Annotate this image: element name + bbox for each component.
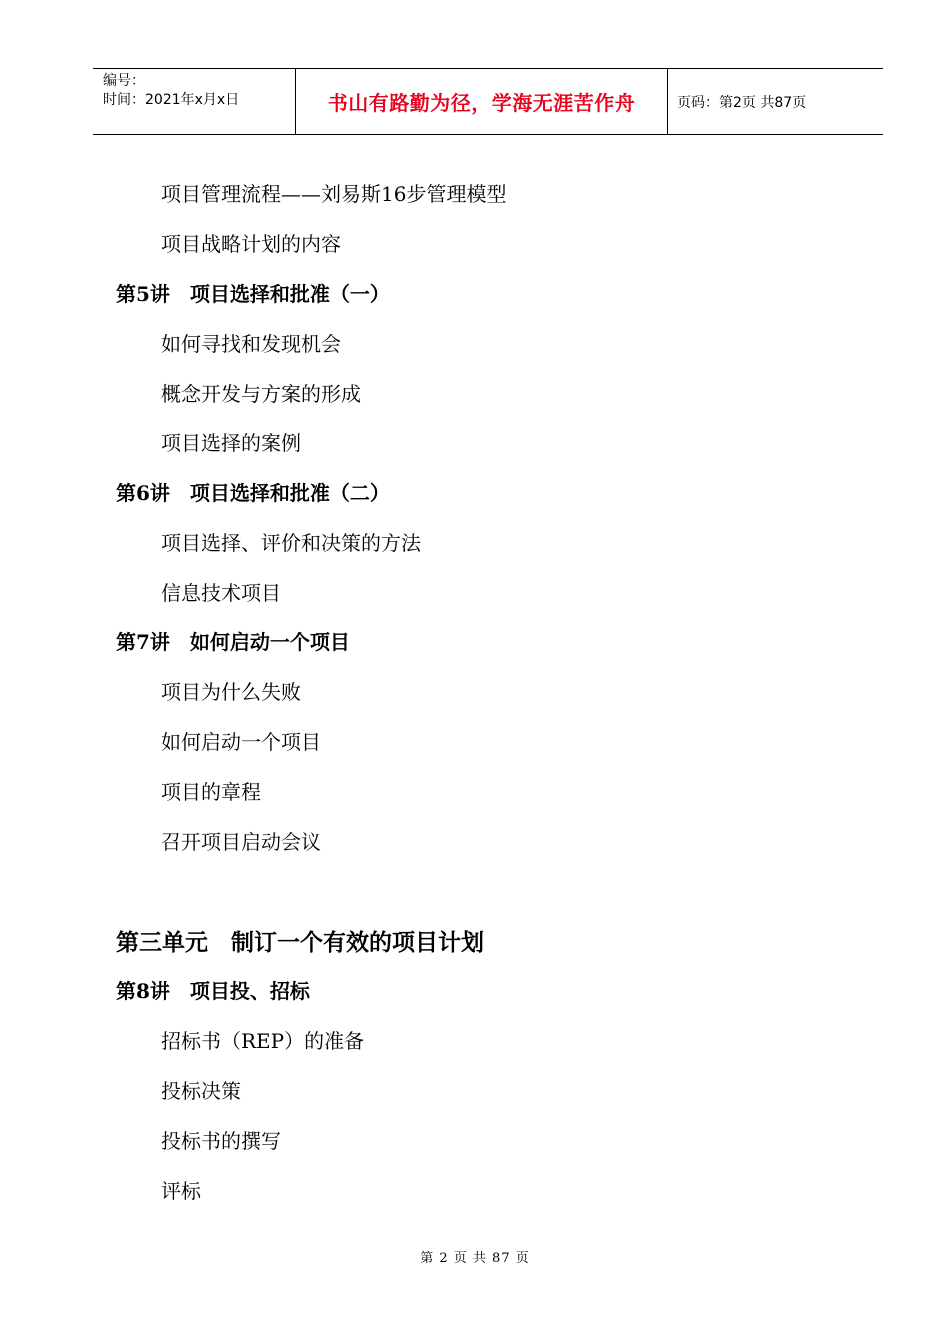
topic-item: 项目管理流程——刘易斯16步管理模型 — [161, 182, 507, 206]
topic-item: 评标 — [161, 1179, 201, 1203]
topic-item: 概念开发与方案的形成 — [161, 382, 361, 406]
header-meta — [93, 69, 295, 134]
lecture-heading: 第7讲 如何启动一个项目 — [116, 630, 350, 654]
topic-item: 项目为什么失败 — [161, 680, 301, 704]
page-header — [93, 68, 883, 135]
topic-item: 项目战略计划的内容 — [161, 232, 341, 256]
page-footer: 第 2 页 共 87 页 — [420, 1251, 530, 1266]
lecture-heading: 第8讲 项目投、招标 — [116, 979, 310, 1003]
topic-item: 投标书的撰写 — [161, 1129, 281, 1153]
header-page-info: 页码：第2页 共87页 — [677, 94, 807, 111]
topic-item: 投标决策 — [161, 1079, 241, 1103]
document-time-label: 时间：2021年x月x日 — [103, 92, 240, 108]
topic-item: 项目选择的案例 — [161, 431, 301, 455]
topic-item: 项目选择、评价和决策的方法 — [161, 531, 421, 555]
document-code-label: 编号： — [103, 73, 145, 89]
lecture-heading: 第5讲 项目选择和批准（一） — [116, 282, 390, 306]
header-motto: 书山有路勤为径，学海无涯苦作舟 — [295, 69, 668, 134]
topic-item: 如何启动一个项目 — [161, 730, 321, 754]
topic-item: 如何寻找和发现机会 — [161, 332, 341, 356]
lecture-heading: 第6讲 项目选择和批准（二） — [116, 481, 390, 505]
topic-item: 项目的章程 — [161, 780, 261, 804]
topic-item: 召开项目启动会议 — [161, 830, 321, 854]
topic-item: 招标书（REP）的准备 — [161, 1029, 365, 1053]
topic-item: 信息技术项目 — [161, 581, 281, 605]
unit-heading: 第三单元 制订一个有效的项目计划 — [116, 929, 484, 956]
